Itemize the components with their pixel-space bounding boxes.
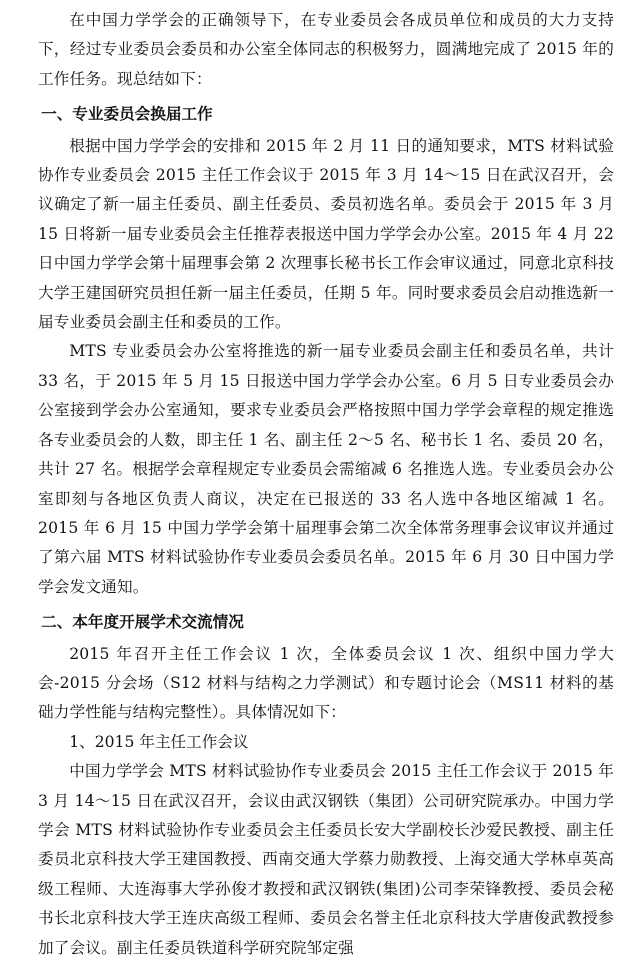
section1-paragraph-2: MTS 专业委员会办公室将推选的新一届专业委员会副主任和委员名单，共计 33 名，于 2015 年 5 月 15 日报送中国力学学会办公室。6 月 5 日专业委员会办公室接到学会办公室通知，要求专业委员会严格按照中国力学学会章程的规定推选各专业委员会的人数，即主任 1 名、副主任 2～5 名、秘书长 1 名、委员 20 名，共计 27 名。根据学会章程规定专业委员会需缩减 6 名推选人选。专业委员会办公室即刻与各地区负责人商议，决定在已报送的 33 名人选中各地区缩减 1 名。2015 年 6 月 15 中国力学学会第十届理事会第二次全体常务理事会议审议并通过了第六届 MTS 材料试验协作专业委员会委员名单。2015 年 6 月 30 日中国力学学会发文通知。 — [38, 342, 614, 596]
section2-paragraph-1: 2015 年召开主任工作会议 1 次，全体委员会议 1 次、组织中国力学大会-2015 分会场（S12 材料与结构之力学测试）和专题讨论会（MS11 材料的基础力学性能与结构完整性）。具体情况如下： — [38, 644, 614, 722]
section-heading-1: 一、专业委员会换届工作 — [41, 105, 213, 124]
section-heading-2: 二、本年度开展学术交流情况 — [41, 613, 244, 632]
intro-paragraph: 在中国力学学会的正确领导下，在专业委员会各成员单位和成员的大力支持下，经过专业委员会委员和办公室全体同志的积极努力，圆满地完成了 2015 年的工作任务。现总结如下： — [38, 11, 614, 88]
subsection1-paragraph: 中国力学学会 MTS 材料试验协作专业委员会 2015 主任工作会议于 2015 年 3 月 14～15 日在武汉召开，会议由武汉钢铁（集团）公司研究院承办。中国力学学会 MTS 材料试验协作专业委员会主任委员长安大学副校长沙爱民教授、副主任委员北京科技大学王建国教授、西南交通大学蔡力勋教授、上海交通大学林卓英高级工程师、大连海事大学孙俊才教授和武汉钢铁(集团)公司李荣锋教授、委员会秘书长北京科技大学王连庆高级工程师、委员会名誉主任北京科技大学唐俊武教授参加了会议。副主任委员铁道科学研究院邹定强 — [38, 762, 614, 957]
section1-paragraph-1: 根据中国力学学会的安排和 2015 年 2 月 11 日的通知要求，MTS 材料试验协作专业委员会 2015 主任工作会议于 2015 年 3 月 14～15 日在武汉召开，会议确定了新一届主任委员、副主任委员、委员初选名单。委员会于 2015 年 3 月 15 日将新一届专业委员会主任推荐表报送中国力学学会办公室。2015 年 4 月 22 日中国力学学会第十届理事会第 2 次理事长秘书长工作会审议通过，同意北京科技大学王建国研究员担任新一届主任委员，任期 5 年。同时要求委员会启动推选新一届专业委员会副主任和委员的工作。 — [38, 136, 614, 332]
subsection-title-1: 1、2015 年主任工作会议 — [69, 732, 249, 751]
